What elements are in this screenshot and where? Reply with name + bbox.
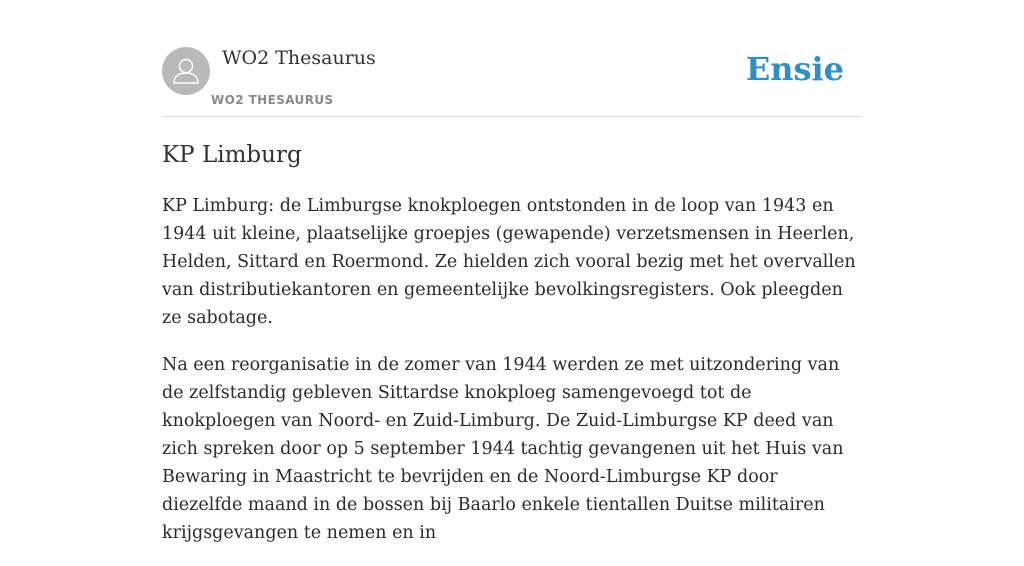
article-paragraph: KP Limburg: de Limburgse knokploegen ontstonden in de loop van 1943 en 1944 uit kleine, plaatselijke groepjes (gewapende) verzetsmensen in Heerlen, Helden, Sittard en Roermond. Ze hielden zich vooral bezig met het overvallen van distributiekantoren en gemeentelijke bevolkingsregisters. Ook pleegden ze sabotage. <box>162 196 856 328</box>
user-avatar-icon[interactable] <box>162 47 210 95</box>
ensie-logo[interactable]: Ensie <box>745 50 844 88</box>
author-name[interactable]: WO2 Thesaurus <box>222 47 376 69</box>
author-tag[interactable]: WO2 THESAURUS <box>211 93 334 107</box>
article-header <box>162 47 862 117</box>
avatar-silhouette <box>162 47 210 95</box>
article-body <box>162 192 862 566</box>
article-paragraph: Na een reorganisatie in de zomer van 1944 werden ze met uitzondering van de zelfstandig gebleven Sittardse knokploeg samengevoegd tot de knokploegen van Noord- en Zuid-Limburg. De Zuid-Limburgse KP deed van zich spreken door op 5 september 1944 tachtig gevangenen uit het Huis van Bewaring in Maastricht te bevrijden en de Noord-Limburgse KP door diezelfde maand in de bossen bij Baarlo enkele tientallen Duitse militairen krijgsgevangen te nemen en in <box>162 355 844 543</box>
page-title: KP Limburg <box>162 142 302 168</box>
